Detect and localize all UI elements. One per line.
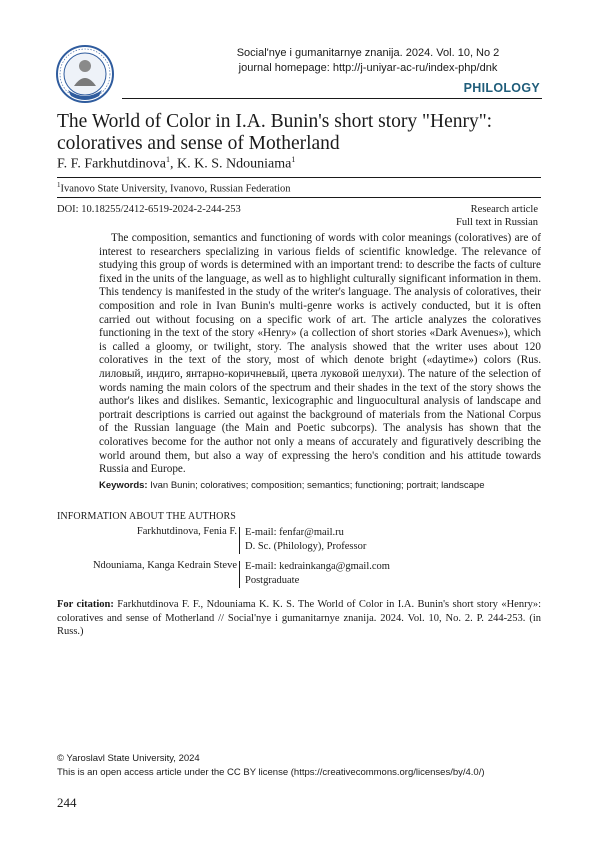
article-title: The World of Color in I.A. Bunin's short story "Henry": coloratives and sense of Motherland	[57, 111, 493, 154]
divider	[57, 177, 541, 178]
author-position: D. Sc. (Philology), Professor	[245, 540, 367, 552]
article-type: Research article	[470, 204, 538, 215]
copyright: © Yaroslavl State University, 2024	[57, 753, 200, 764]
section-label: PHILOLOGY	[463, 81, 540, 95]
journal-citation-line: Social'nye i gumanitarnye znanija. 2024. Vol. 10, No 2	[236, 47, 500, 59]
keywords-text: Ivan Bunin; coloratives; composition; semantics; functioning; portrait; landscape	[150, 480, 485, 491]
author-name: F. F. Farkhutdinova	[57, 156, 166, 172]
full-text-language: Full text in Russian	[456, 217, 538, 228]
affiliation-mark: 1	[57, 181, 61, 189]
journal-homepage-line: journal homepage: http://j-uniyar-ac-ru/index-php/dnk	[238, 62, 498, 74]
author-full-name: Farkhutdinova, Fenia F.	[136, 526, 237, 537]
author-affiliation-mark: 1	[291, 155, 296, 164]
keywords	[99, 480, 541, 491]
abstract: The composition, semantics and functioning of words with color meanings (coloratives) are of interest to researchers specializing in various fields of scientific knowledge. The relevance of studying this group of words is determined with an important trend: to describe the facts of culture fixed in the units of the language, as well as to highlight culturally significant information in them. This tendency is manifested in the study of the writer's language. The analysis of coloratives, their composition and role in Ivan Bunin's multi-genre works is actively conducted, but it is often carried out without focusing on a specific work of art. The article analyzes the coloratives functioning in the text of the story «Henry» (a collection of short stories «Dark Avenues»), which is called a gloomy, or twilight, story. The analysis showed that the writer uses about 120 coloratives in the text of the story, most of which denote bright («daytime») colors (Rus. лиловый, индиго, янтарно-коричневый, цвета луковой шелухи). The nature of the selection of words naming the main colors of the spectrum and their shades in the text of the story shows the author's likes and dislikes. Semantic, lexicographic and linguocultural analysis of landscape and portrait descriptions is carried out against the background of materials from the National Corpus of the Russian language (the Main and Poetic subcorps). The analysis has shown that the coloratives become for the author not only a means of accurately and figuratively describing the world around them, but also a way of expressing the hero's condition and his attitude towards Russia and Europe.	[99, 232, 541, 476]
divider	[57, 197, 541, 198]
license: This is an open access article under the CC BY license (https://creativecommons.org/licenses/by/4.0/)	[57, 767, 485, 778]
section-header-bar	[122, 81, 542, 99]
citation-label: For citation:	[57, 599, 114, 610]
author-full-name: Ndouniama, Kanga Kedrain Steve	[92, 560, 237, 571]
keywords-label: Keywords:	[99, 480, 148, 491]
author-name: K. K. S. Ndouniama	[177, 156, 292, 172]
affiliation	[57, 181, 291, 195]
author-info-divider	[239, 561, 240, 588]
doi: DOI: 10.18255/2412-6519-2024-2-244-253	[57, 204, 241, 215]
journal-meta	[208, 46, 528, 76]
affiliation-text: Ivanovo State University, Ivanovo, Russian Federation	[60, 183, 291, 195]
author-position: Postgraduate	[245, 574, 300, 586]
author-info-divider	[239, 527, 240, 554]
author-list: F. F. Farkhutdinova$^1$, K. K. S. Ndouniama$^1$	[57, 155, 296, 172]
footer	[57, 752, 485, 780]
authors-info-heading: INFORMATION ABOUT THE AUTHORS	[57, 511, 236, 522]
author-contact	[245, 560, 390, 587]
university-seal-logo	[55, 44, 115, 104]
citation-text: Farkhutdinova F. F., Ndouniama K. K. S. The World of Color in I.A. Bunin's short story «Henry»: coloratives and sense of Motherland // Social'nye i gumanitarnye znanija. 2024. Vol. 10, No. 2. P. 244-253. (in Russ.)	[57, 599, 541, 637]
author-email: E-mail: kedrainkanga@gmail.com	[245, 561, 390, 572]
author-contact	[245, 526, 366, 553]
page-number: 244	[57, 795, 77, 810]
author-email: E-mail: fenfar@mail.ru	[245, 527, 344, 538]
author-affiliation-mark: 1	[166, 155, 170, 164]
citation	[57, 598, 541, 639]
article-type-block	[456, 203, 538, 229]
